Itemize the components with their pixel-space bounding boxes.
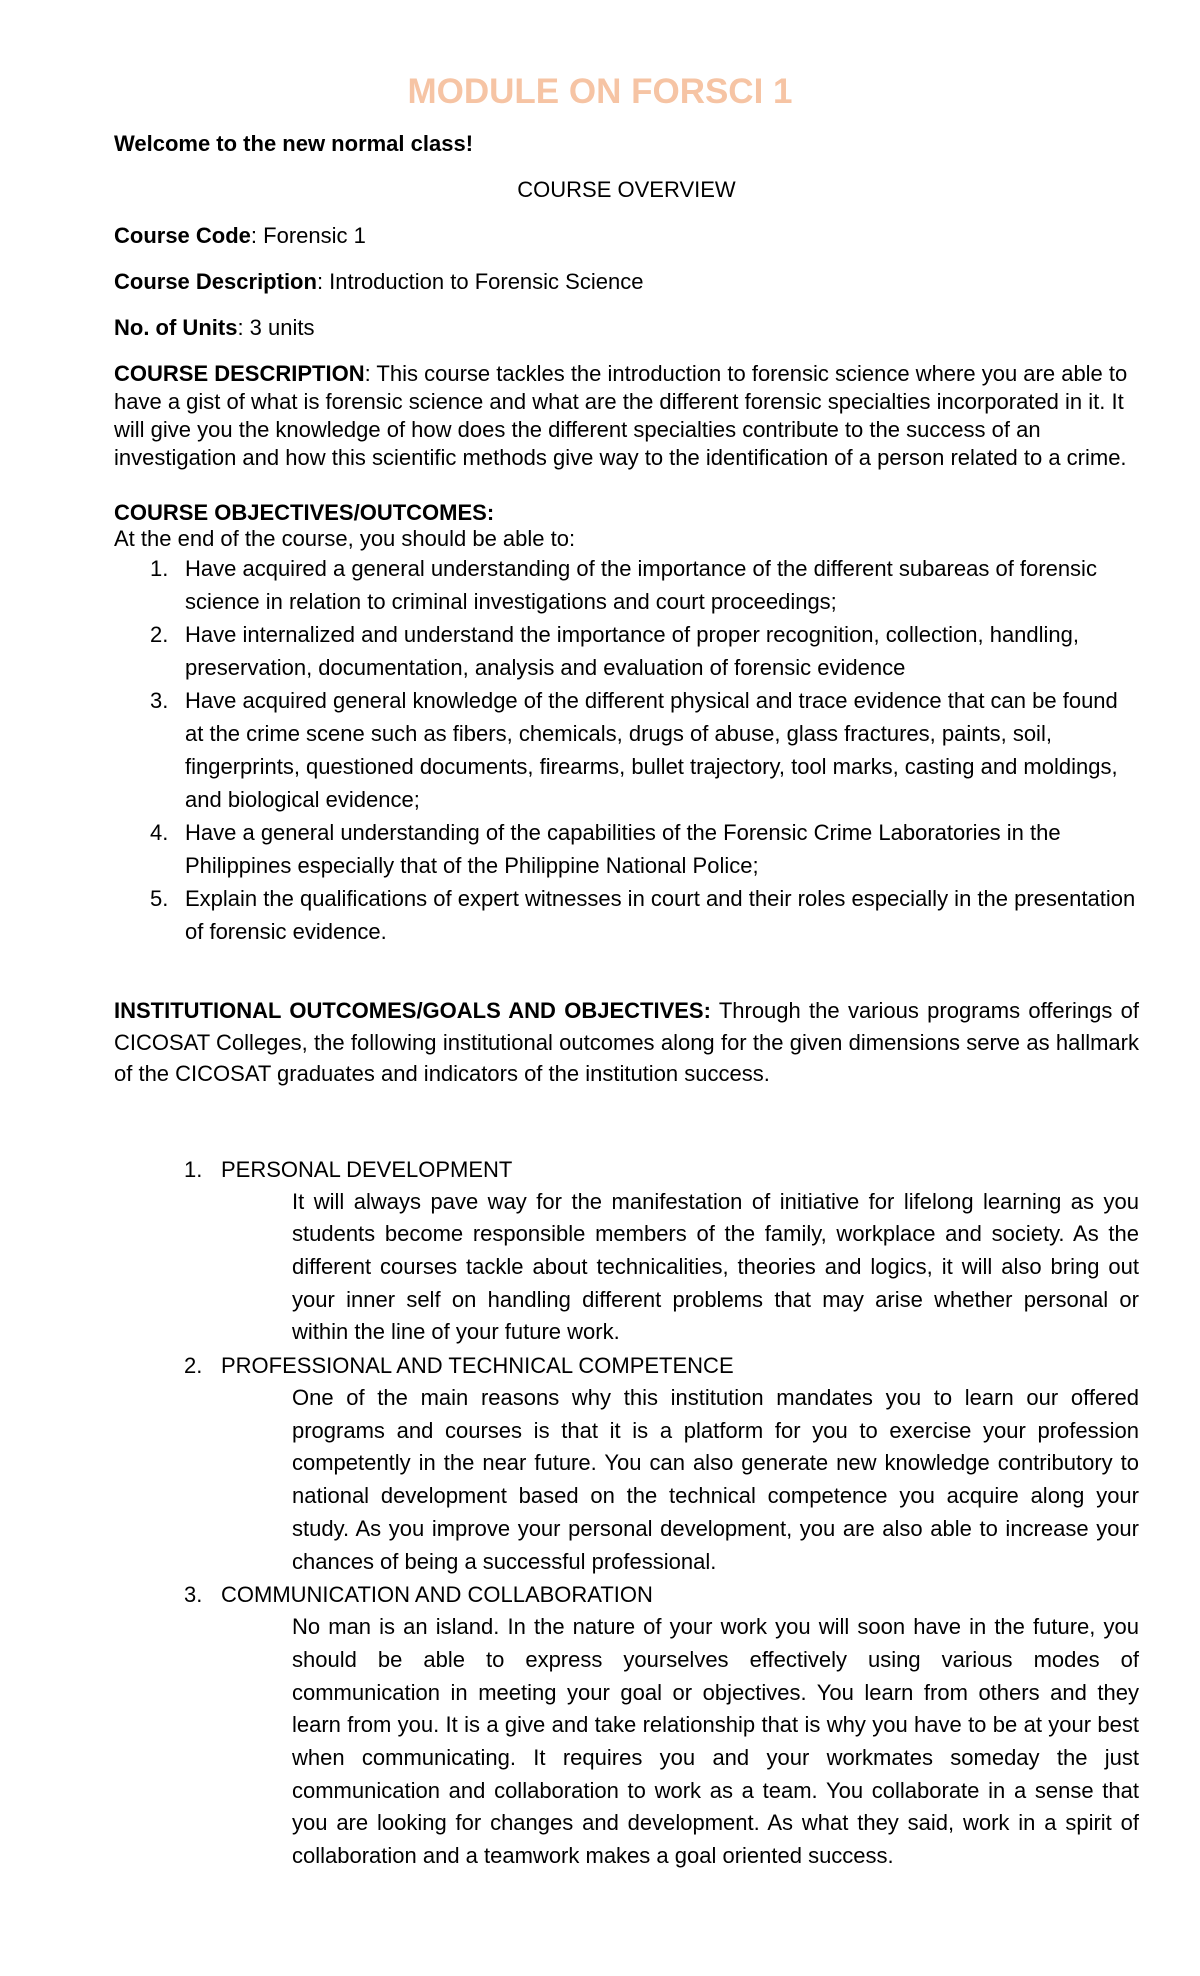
course-description-text: : This course tackles the introduction to forensic science where you are able to have a gist of what is forensic science and what are the different forensic specialties incorporated in it. It will give you the knowledge of how does the different specialties contribute to the success of an investigation and how this scientific methods give way to the identification of a person related to a crime. xyxy=(114,361,1128,470)
goal-body: It will always pave way for the manifestation of initiative for lifelong learning as you students become responsible members of the family, workplace and society. As the different courses tackle about technicalities, theories and logics, it will also bring out your inner self on handling different problems that may arise whether personal or within the line of your future work. xyxy=(292,1188,1139,1345)
objectives-heading: COURSE OBJECTIVES/OUTCOMES: xyxy=(114,500,495,525)
objective-number: 2. xyxy=(150,622,169,647)
course-description-label: COURSE DESCRIPTION xyxy=(114,361,365,386)
field-label: Course Description xyxy=(114,269,317,294)
objective-text: Have a general understanding of the capabilities of the Forensic Crime Laboratories in the Philippines especially that of the Philippine National Police; xyxy=(185,820,1061,878)
field-label: No. of Units xyxy=(114,315,238,340)
goal-heading xyxy=(114,1349,1139,1382)
welcome-text: Welcome to the new normal class! xyxy=(114,131,474,156)
goal-item xyxy=(114,1153,1139,1350)
goal-item xyxy=(114,1578,1139,1873)
objectives-list xyxy=(114,552,1139,948)
objective-number: 4. xyxy=(150,820,169,845)
goal-title: PERSONAL DEVELOPMENT xyxy=(221,1156,513,1182)
goal-body: No man is an island. In the nature of your work you will soon have in the future, you should be able to express yourselves effectively using various modes of communication in meeting your goal or objectives. You learn from others and they learn from you. It is a give and take relationship that is why you have to be at your best when communicating. It requires you and your workmates someday the just communication and collaboration to work as a team. You collaborate in a sense that you are looking for changes and development. As what they said, work in a spirit of collaboration and a teamwork makes a goal oriented success. xyxy=(292,1614,1139,1869)
units-field xyxy=(114,314,1139,360)
objective-number: 1. xyxy=(150,556,169,581)
objective-item xyxy=(114,552,1139,618)
course-overview-heading: COURSE OVERVIEW xyxy=(517,177,736,202)
objective-text: Have acquired general knowledge of the different physical and trace evidence that can be found at the crime scene such as fibers, chemicals, drugs of abuse, glass fractures, paints, soil, fingerprints, questioned documents, firearms, bullet trajectory, tool marks, casting and moldings, and biological evidence; xyxy=(185,688,1118,812)
objective-number: 3. xyxy=(150,688,169,713)
institutional-text: Through the various programs offerings of CICOSAT Colleges, the following institutional outcomes along for the given dimensions serve as hallmark of the CICOSAT graduates and indicators of the institution success. xyxy=(114,998,1139,1086)
objective-item xyxy=(114,684,1139,816)
field-label: Course Code xyxy=(114,223,251,248)
objective-item xyxy=(114,882,1139,948)
course-description-paragraph xyxy=(114,360,1139,472)
institutional-goals-list xyxy=(114,1153,1139,1873)
goal-title: COMMUNICATION AND COLLABORATION xyxy=(221,1582,653,1608)
objective-item xyxy=(114,816,1139,882)
objective-item xyxy=(114,618,1139,684)
objective-text: Explain the qualifications of expert witnesses in court and their roles especially in the presentation of forensic evidence. xyxy=(185,886,1136,944)
objectives-intro: At the end of the course, you should be able to: xyxy=(114,526,576,551)
goal-heading xyxy=(114,1578,1139,1611)
course-objectives-section xyxy=(114,500,1139,948)
module-title: MODULE ON FORSCI 1 xyxy=(407,72,793,111)
institutional-label: INSTITUTIONAL OUTCOMES/GOALS AND OBJECTIVES: xyxy=(114,998,711,1023)
objective-text: Have acquired a general understanding of the importance of the different subareas of forensic science in relation to criminal investigations and court proceedings; xyxy=(185,556,1097,614)
goal-number: 2. xyxy=(184,1353,203,1379)
goal-number: 3. xyxy=(184,1582,203,1608)
field-value: : Forensic 1 xyxy=(250,223,366,248)
goal-title: PROFESSIONAL AND TECHNICAL COMPETENCE xyxy=(221,1353,734,1379)
goal-item xyxy=(114,1349,1139,1578)
goal-body: One of the main reasons why this institution mandates you to learn our offered programs and courses is that it is a platform for you to exercise your profession competently in the near future. You can also generate new knowledge contributory to national development based on the technical competence you acquire along your study. As you improve your personal development, you are also able to increase your chances of being a successful professional. xyxy=(292,1385,1139,1574)
document-content xyxy=(114,130,1139,1895)
course-code-field xyxy=(114,222,1139,268)
objective-text: Have internalized and understand the importance of proper recognition, collection, handling, preservation, documentation, analysis and evaluation of forensic evidence xyxy=(185,622,1080,680)
field-value: : 3 units xyxy=(237,315,315,340)
goal-heading xyxy=(114,1153,1139,1186)
objective-number: 5. xyxy=(150,886,169,911)
institutional-outcomes-paragraph xyxy=(114,995,1139,1090)
course-description-field xyxy=(114,268,1139,314)
field-value: : Introduction to Forensic Science xyxy=(316,269,644,294)
goal-number: 1. xyxy=(184,1156,203,1182)
